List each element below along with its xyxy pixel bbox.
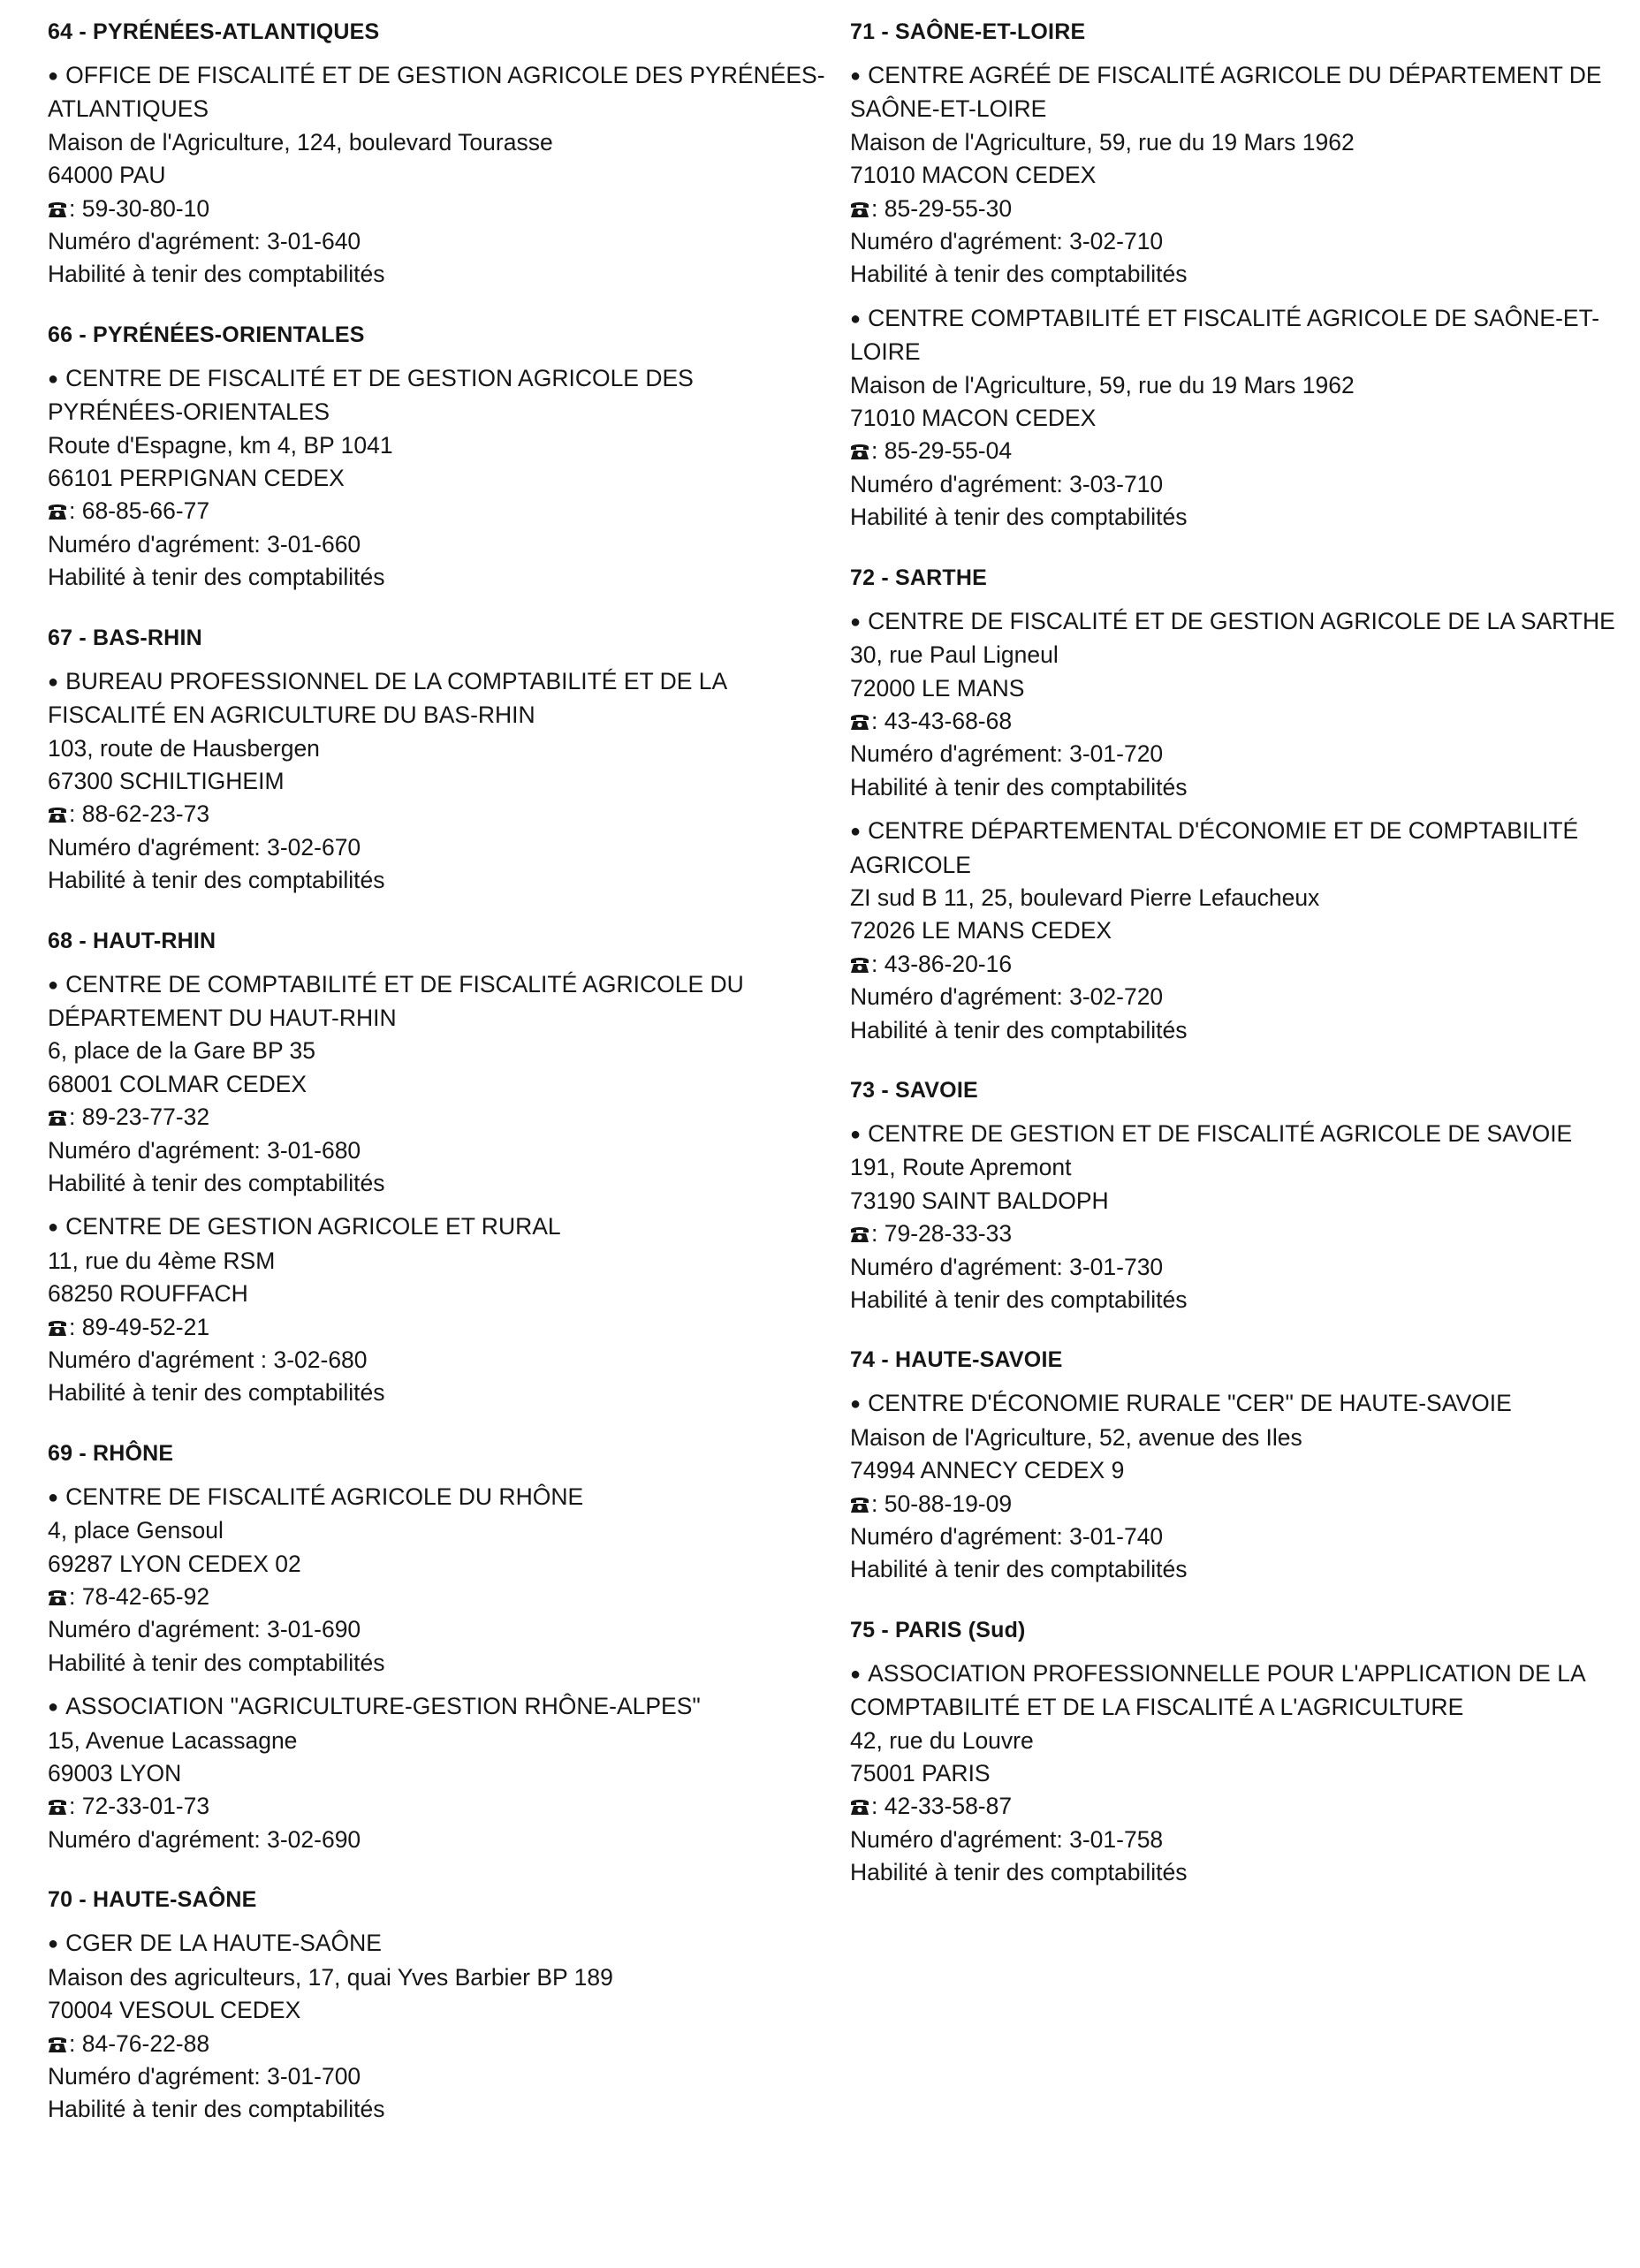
phone-number: : 85-29-55-30 (871, 194, 1013, 222)
directory-entry (850, 1657, 1628, 1890)
address-line: 66101 PERPIGNAN CEDEX (48, 465, 345, 492)
bullet-icon: ● (48, 1697, 59, 1718)
directory-entry (850, 605, 1628, 804)
phone-line (850, 705, 1628, 738)
agrement-number: Numéro d'agrément: 3-01-730 (850, 1253, 1164, 1280)
habilitation-note: Habilité à tenir des comptabilités (48, 2096, 385, 2123)
habilitation-note: Habilité à tenir des comptabilités (48, 1649, 385, 1676)
address-line: 64000 PAU (48, 162, 166, 189)
habilitation-note: Habilité à tenir des comptabilités (850, 773, 1188, 800)
department-section (48, 16, 825, 292)
entry-name (48, 1927, 825, 1961)
habilitation-note: Habilité à tenir des comptabilités (48, 261, 385, 288)
bullet-icon: ● (850, 308, 862, 329)
entry-name-text: CENTRE DE COMPTABILITÉ ET DE FISCALITÉ AGRICOLE DU DÉPARTEMENT DU HAUT-RHIN (48, 970, 744, 1031)
agrement-number: Numéro d'agrément: 3-01-680 (48, 1136, 361, 1164)
bullet-icon: ● (850, 66, 862, 86)
department-section (48, 622, 825, 898)
directory-entry (48, 1690, 825, 1856)
department-heading: 73 - SAVOIE (850, 1077, 978, 1103)
address-line: 69287 LYON CEDEX 02 (48, 1550, 301, 1577)
entry-name (850, 1387, 1628, 1421)
department-heading: 74 - HAUTE-SAVOIE (850, 1347, 1063, 1373)
habilitation-note: Habilité à tenir des comptabilités (48, 564, 385, 591)
bullet-icon: ● (850, 611, 862, 632)
entry-name-text: CENTRE DE FISCALITÉ ET DE GESTION AGRICOLE DES PYRÉNÉES-ORIENTALES (48, 364, 694, 426)
entry-name-text: CENTRE COMPTABILITÉ ET FISCALITÉ AGRICOLE DE SAÔNE-ET-LOIRE (850, 304, 1600, 366)
telephone-icon (48, 503, 67, 520)
address-line: 6, place de la Gare BP 35 (48, 1037, 315, 1065)
department-section (850, 1614, 1628, 1890)
telephone-icon (48, 201, 67, 218)
department-section (48, 319, 825, 595)
address-line: 73190 SAINT BALDOPH (850, 1187, 1109, 1214)
agrement-number: Numéro d'agrément: 3-01-640 (48, 228, 361, 255)
bullet-icon: ● (850, 822, 862, 842)
entry-name (48, 362, 825, 429)
department-heading: 69 - RHÔNE (48, 1440, 174, 1466)
address-line: 103, route de Hausbergen (48, 734, 320, 762)
bullet-icon: ● (48, 368, 59, 389)
address-line: 68250 ROUFFACH (48, 1280, 248, 1308)
phone-line (48, 1790, 825, 1823)
department-section (850, 562, 1628, 1047)
department-heading: 67 - BAS-RHIN (48, 625, 202, 650)
agrement-number: Numéro d'agrément: 3-01-700 (48, 2062, 361, 2090)
directory-entry (850, 1118, 1628, 1316)
address-line: 75001 PARIS (850, 1760, 991, 1787)
department-heading: 75 - PARIS (Sud) (850, 1617, 1026, 1642)
agrement-number: Numéro d'agrément: 3-02-670 (48, 833, 361, 861)
entry-name-text: CENTRE AGRÉÉ DE FISCALITÉ AGRICOLE DU DÉPARTEMENT DE SAÔNE-ET-LOIRE (850, 62, 1602, 123)
bullet-icon: ● (48, 975, 59, 995)
address-line: Maison de l'Agriculture, 52, avenue des Iles (850, 1423, 1302, 1451)
department-section (48, 1437, 825, 1856)
department-heading: 66 - PYRÉNÉES-ORIENTALES (48, 322, 365, 347)
entry-name-text: CENTRE DE GESTION AGRICOLE ET RURAL (65, 1213, 561, 1240)
address-line: Maison de l'Agriculture, 59, rue du 19 Mars 1962 (850, 128, 1355, 155)
phone-line (48, 193, 825, 225)
habilitation-note: Habilité à tenir des comptabilités (850, 1859, 1188, 1886)
phone-number: : 50-88-19-09 (871, 1490, 1013, 1517)
phone-number: : 78-42-65-92 (69, 1583, 210, 1611)
address-line: 4, place Gensoul (48, 1517, 224, 1544)
address-line: 74994 ANNECY CEDEX 9 (850, 1457, 1125, 1484)
habilitation-note: Habilité à tenir des comptabilités (850, 261, 1188, 288)
phone-number: : 89-49-52-21 (69, 1313, 210, 1340)
phone-line (48, 798, 825, 831)
entry-name-text: CGER DE LA HAUTE-SAÔNE (65, 1930, 382, 1957)
address-line: Route d'Espagne, km 4, BP 1041 (48, 431, 393, 459)
entry-name (850, 302, 1628, 369)
phone-number: : 42-33-58-87 (871, 1793, 1013, 1820)
address-line: 30, rue Paul Ligneul (850, 641, 1059, 669)
habilitation-note: Habilité à tenir des comptabilités (850, 1556, 1188, 1583)
entry-name-text: CENTRE D'ÉCONOMIE RURALE "CER" DE HAUTE-SAVOIE (868, 1390, 1512, 1417)
telephone-icon (850, 443, 869, 460)
habilitation-note: Habilité à tenir des comptabilités (48, 1169, 385, 1196)
department-heading: 68 - HAUT-RHIN (48, 928, 216, 953)
directory-entry (850, 1387, 1628, 1586)
department-heading: 70 - HAUTE-SAÔNE (48, 1887, 257, 1913)
telephone-icon (48, 1319, 67, 1337)
phone-line (850, 193, 1628, 225)
phone-line (850, 1488, 1628, 1521)
department-heading: 72 - SARTHE (850, 565, 988, 590)
address-line: 67300 SCHILTIGHEIM (48, 767, 285, 794)
address-line: 72026 LE MANS CEDEX (850, 917, 1112, 944)
bullet-icon: ● (48, 1217, 59, 1238)
entry-name (850, 1118, 1628, 1151)
agrement-number: Numéro d'agrément: 3-01-690 (48, 1616, 361, 1643)
address-line: 11, rue du 4ème RSM (48, 1247, 276, 1274)
address-line: Maison de l'Agriculture, 59, rue du 19 Mars 1962 (850, 371, 1355, 398)
phone-number: : 72-33-01-73 (69, 1793, 210, 1820)
telephone-icon (48, 1109, 67, 1126)
address-line: 70004 VESOUL CEDEX (48, 1997, 301, 2024)
phone-line (850, 948, 1628, 981)
agrement-number: Numéro d'agrément: 3-01-720 (850, 740, 1164, 768)
address-line: 72000 LE MANS (850, 674, 1025, 702)
entry-name (850, 1657, 1628, 1725)
directory-entry (48, 1210, 825, 1409)
entry-name-text: CENTRE DE FISCALITÉ ET DE GESTION AGRICOLE DE LA SARTHE (868, 607, 1615, 634)
directory-entry (48, 968, 825, 1201)
bullet-icon: ● (48, 1487, 59, 1507)
bullet-icon: ● (48, 66, 59, 86)
directory-entry (48, 362, 825, 595)
entry-name-text: CENTRE DE FISCALITÉ AGRICOLE DU RHÔNE (65, 1483, 584, 1510)
directory-entry (48, 1927, 825, 2126)
directory-entry (48, 665, 825, 898)
agrement-number: Numéro d'agrément: 3-02-720 (850, 983, 1164, 1011)
entry-name (48, 1690, 825, 1724)
entry-name (850, 605, 1628, 639)
address-line: ZI sud B 11, 25, boulevard Pierre Lefaucheux (850, 884, 1320, 911)
phone-number: : 85-29-55-04 (871, 437, 1013, 465)
entry-name-text: ASSOCIATION PROFESSIONNELLE POUR L'APPLICATION DE LA COMPTABILITÉ ET DE LA FISCALITÉ A L'AGRICULTURE (850, 1659, 1585, 1721)
telephone-icon (48, 2036, 67, 2053)
telephone-icon (850, 1225, 869, 1243)
directory-entry (850, 815, 1628, 1047)
telephone-icon (48, 1589, 67, 1606)
phone-line (48, 1581, 825, 1613)
address-line: 71010 MACON CEDEX (850, 162, 1097, 189)
entry-name-text: ASSOCIATION "AGRICULTURE-GESTION RHÔNE-ALPES" (65, 1693, 701, 1720)
agrement-number: Numéro d'agrément: 3-01-758 (850, 1825, 1164, 1853)
agrement-number: Numéro d'agrément: 3-02-690 (48, 1825, 361, 1853)
phone-number: : 88-62-23-73 (69, 800, 210, 828)
entry-name (48, 1481, 825, 1514)
address-line: 42, rue du Louvre (850, 1726, 1034, 1754)
agrement-number: Numéro d'agrément : 3-02-680 (48, 1346, 368, 1373)
address-line: 71010 MACON CEDEX (850, 405, 1097, 432)
telephone-icon (850, 1496, 869, 1513)
phone-number: : 43-86-20-16 (871, 950, 1013, 977)
address-line: Maison de l'Agriculture, 124, boulevard Tourasse (48, 128, 553, 155)
entry-name-text: CENTRE DE GESTION ET DE FISCALITÉ AGRICOLE DE SAVOIE (868, 1119, 1573, 1147)
department-heading: 71 - SAÔNE-ET-LOIRE (850, 19, 1086, 44)
address-line: 69003 LYON (48, 1760, 182, 1787)
phone-line (850, 1790, 1628, 1823)
phone-line (850, 1217, 1628, 1250)
address-line: 15, Avenue Lacassagne (48, 1726, 298, 1754)
telephone-icon (850, 956, 869, 974)
directory-entry (850, 302, 1628, 535)
bullet-icon: ● (850, 1124, 862, 1144)
entry-name-text: OFFICE DE FISCALITÉ ET DE GESTION AGRICOLE DES PYRÉNÉES-ATLANTIQUES (48, 62, 825, 123)
directory-entry (48, 59, 825, 292)
habilitation-note: Habilité à tenir des comptabilités (48, 867, 385, 894)
entry-name (48, 968, 825, 1035)
habilitation-note: Habilité à tenir des comptabilités (850, 1016, 1188, 1043)
address-line: 191, Route Apremont (850, 1154, 1072, 1181)
bullet-icon: ● (48, 1934, 59, 1954)
phone-number: : 59-30-80-10 (69, 194, 210, 222)
phone-line (48, 2028, 825, 2060)
entry-name (48, 59, 825, 126)
phone-number: : 89-23-77-32 (69, 1104, 210, 1131)
telephone-icon (850, 713, 869, 731)
habilitation-note: Habilité à tenir des comptabilités (850, 504, 1188, 531)
telephone-icon (850, 201, 869, 218)
department-section (48, 1884, 825, 2126)
telephone-icon (850, 1798, 869, 1816)
habilitation-note: Habilité à tenir des comptabilités (48, 1379, 385, 1407)
entry-name (850, 815, 1628, 882)
agrement-number: Numéro d'agrément: 3-03-710 (850, 470, 1164, 497)
directory-entry (48, 1481, 825, 1680)
phone-number: : 84-76-22-88 (69, 2029, 210, 2057)
phone-line (48, 1101, 825, 1134)
telephone-icon (48, 806, 67, 823)
habilitation-note: Habilité à tenir des comptabilités (850, 1286, 1188, 1313)
agrement-number: Numéro d'agrément: 3-01-740 (850, 1523, 1164, 1551)
directory-entry (850, 59, 1628, 292)
address-line: Maison des agriculteurs, 17, quai Yves Barbier BP 189 (48, 1963, 613, 1991)
telephone-icon (48, 1798, 67, 1816)
bullet-icon: ● (850, 1664, 862, 1684)
entry-name (48, 665, 825, 732)
address-line: 68001 COLMAR CEDEX (48, 1070, 308, 1097)
entry-name-text: BUREAU PROFESSIONNEL DE LA COMPTABILITÉ ET DE LA FISCALITÉ EN AGRICULTURE DU BAS-RHIN (48, 667, 726, 729)
phone-line (48, 1311, 825, 1344)
entry-name-text: CENTRE DÉPARTEMENTAL D'ÉCONOMIE ET DE COMPTABILITÉ AGRICOLE (850, 817, 1579, 878)
bullet-icon: ● (850, 1394, 862, 1415)
entry-name (850, 59, 1628, 126)
agrement-number: Numéro d'agrément: 3-01-660 (48, 530, 361, 558)
department-heading: 64 - PYRÉNÉES-ATLANTIQUES (48, 19, 380, 44)
bullet-icon: ● (48, 671, 59, 692)
department-section (850, 1074, 1628, 1316)
phone-number: : 68-85-66-77 (69, 497, 210, 525)
right-column (850, 16, 1628, 1890)
left-column (48, 16, 825, 2127)
department-section (850, 16, 1628, 535)
phone-line (850, 435, 1628, 467)
phone-line (48, 495, 825, 527)
phone-number: : 43-43-68-68 (871, 707, 1013, 734)
entry-name (48, 1210, 825, 1244)
department-section (48, 925, 825, 1410)
department-section (850, 1344, 1628, 1586)
agrement-number: Numéro d'agrément: 3-02-710 (850, 228, 1164, 255)
phone-number: : 79-28-33-33 (871, 1220, 1013, 1248)
